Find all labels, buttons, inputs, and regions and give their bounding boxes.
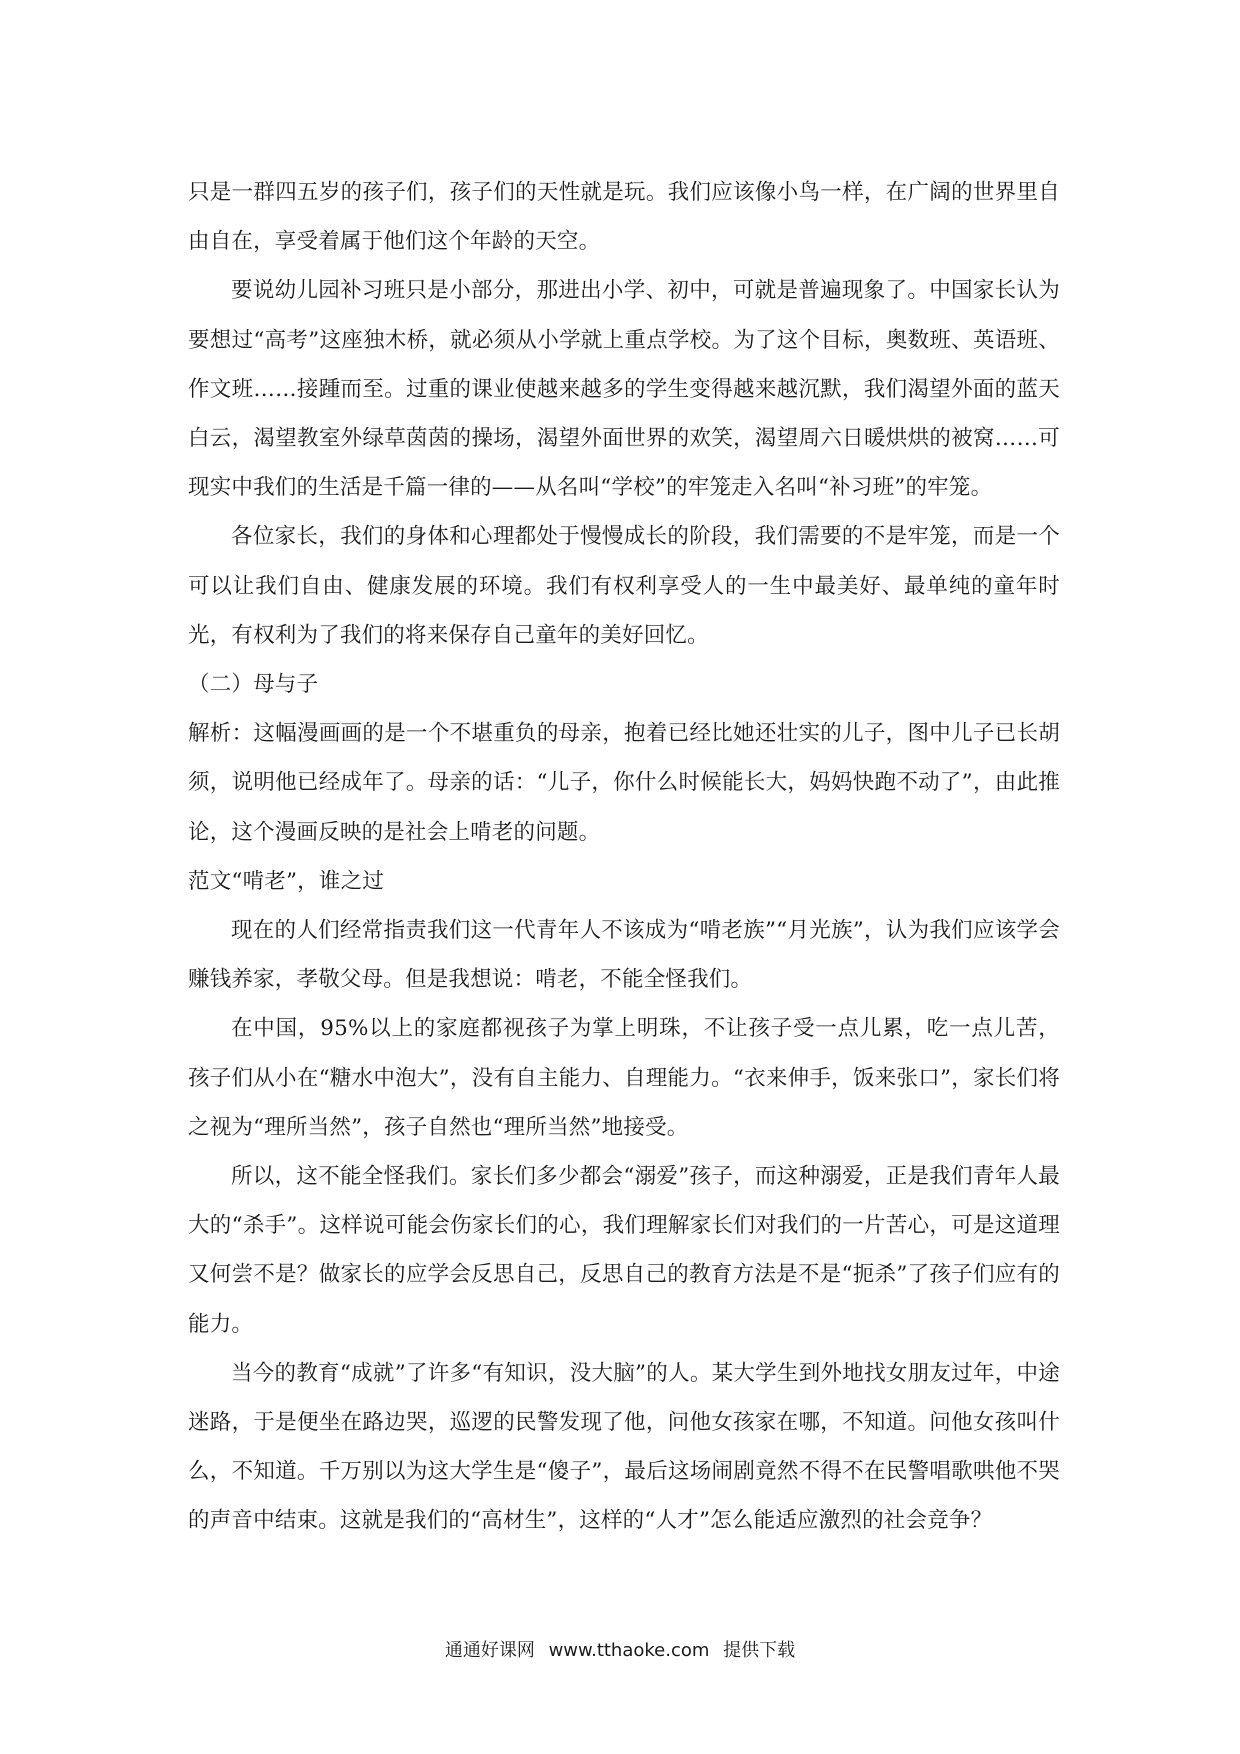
- analysis-paragraph: 解析：这幅漫画画的是一个不堪重负的母亲，抱着已经比她还壮实的儿子，图中儿子已长胡须，说明他已经成年了。母亲的话：“儿子，你什么时候能长大，妈妈快跑不动了”，由此推论，这个漫画反映的是社会上啃老的问题。: [188, 721, 1060, 845]
- footer-site-name: 通通好课网: [444, 1640, 535, 1661]
- paragraph: 在中国，95%以上的家庭都视孩子为掌上明珠，不让孩子受一点儿累，吃一点儿苦，孩子们从小在“糖水中泡大”，没有自主能力、自理能力。“衣来伸手，饭来张口”，家长们将之视为“理所当然”，孩子自然也“理所当然”地接受。: [188, 1016, 1060, 1140]
- paragraph: 现在的人们经常指责我们这一代青年人不该成为“啃老族”“月光族”，认为我们应该学会赚钱养家，孝敬父母。但是我想说：啃老，不能全怪我们。: [188, 918, 1060, 993]
- section-heading: （二）母与子: [188, 672, 319, 698]
- paragraph: 当今的教育“成就”了许多“有知识，没大脑”的人。某大学生到外地找女朋友过年，中途迷路，于是便坐在路边哭，巡逻的民警发现了他，问他女孩家在哪，不知道。问他女孩叫什么，不知道。千万别以为这大学生是“傻子”，最后这场闹剧竟然不得不在民警唱歌哄他不哭的声音中结束。这就是我们的“高材生”，这样的“人才”怎么能适应激烈的社会竞争？: [188, 1360, 1060, 1534]
- paragraph: 所以，这不能全怪我们。家长们多少都会“溺爱”孩子，而这种溺爱，正是我们青年人最大的“杀手”。这样说可能会伤家长们的心，我们理解家长们对我们的一片苦心，可是这道理又何尝不是？做家长的应学会反思自己，反思自己的教育方法是不是“扼杀”了孩子们应有的能力。: [188, 1164, 1060, 1337]
- essay-title: 范文“啃老”，谁之过: [188, 868, 384, 894]
- document-body: [188, 168, 1060, 1546]
- footer-suffix: 提供下载: [723, 1640, 796, 1661]
- paragraph: 各位家长，我们的身体和心理都处于慢慢成长的阶段，我们需要的不是牢笼，而是一个可以让我们自由、健康发展的环境。我们有权利享受人的一生中最美好、最单纯的童年时光，有权利为了我们的将来保存自己童年的美好回忆。: [188, 524, 1060, 648]
- page-footer: [0, 1636, 1240, 1662]
- paragraph: 只是一群四五岁的孩子们，孩子们的天性就是玩。我们应该像小鸟一样，在广阔的世界里自由自在，享受着属于他们这个年龄的天空。: [188, 180, 1060, 255]
- paragraph: 要说幼儿园补习班只是小部分，那进出小学、初中，可就是普遍现象了。中国家长认为要想过“高考”这座独木桥，就必须从小学就上重点学校。为了这个目标，奥数班、英语班、作文班……接踵而至。过重的课业使越来越多的学生变得越来越沉默，我们渴望外面的蓝天白云，渴望教室外绿草茵茵的操场，渴望外面世界的欢笑，渴望周六日暖烘烘的被窝……可现实中我们的生活是千篇一律的——从名叫“学校”的牢笼走入名叫“补习班”的牢笼。: [188, 278, 1060, 501]
- footer-url: www.tthaoke.com: [548, 1640, 710, 1661]
